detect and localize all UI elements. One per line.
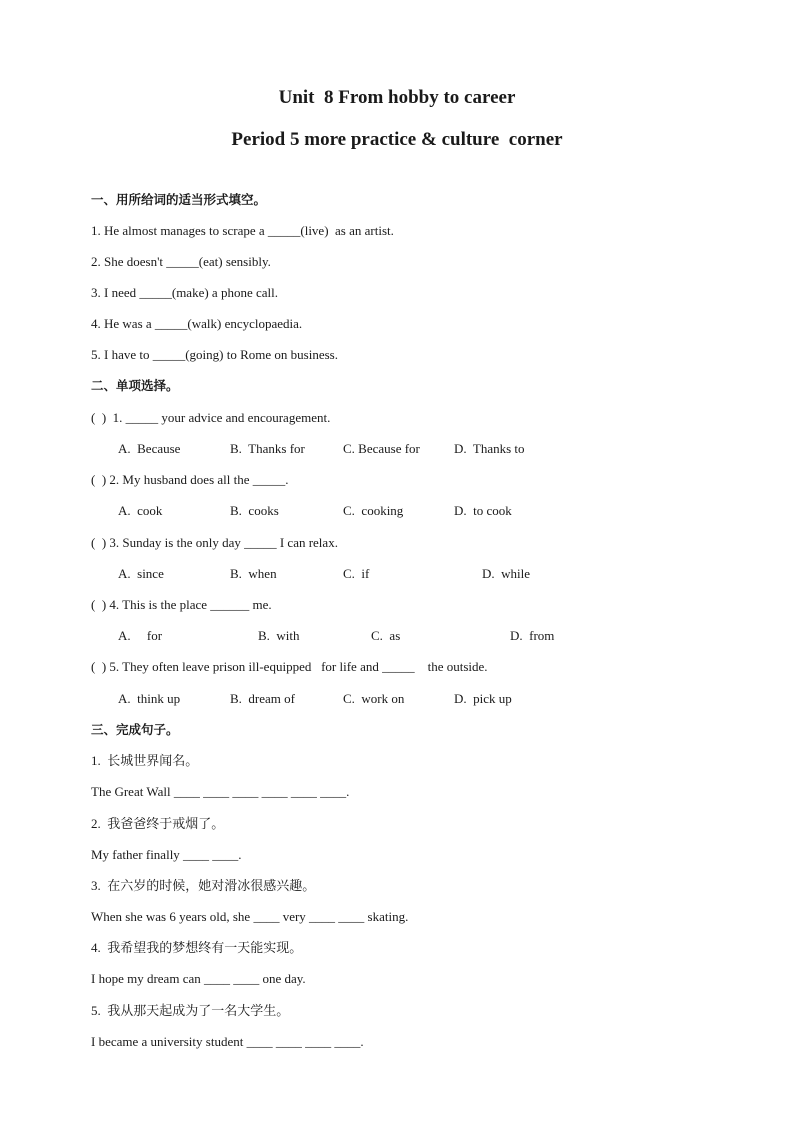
section1-item-4: 4. He was a _____(walk) encyclopaedia. — [91, 316, 303, 331]
question-3-stem: ( ) 3. Sunday is the only day _____ I can relax. — [91, 535, 338, 550]
section2-heading: 二、单项选择。 — [91, 378, 179, 393]
page-subtitle: Period 5 more practice & culture corner — [231, 129, 563, 150]
section3-item-4-english: I hope my dream can ____ ____ one day. — [91, 971, 306, 986]
section3-item-1-english: The Great Wall ____ ____ ____ ____ ____ ____. — [91, 784, 350, 799]
question-2-option-a: A. cook — [118, 503, 163, 518]
section1-item-1: 1. He almost manages to scrape a _____(live) as an artist. — [91, 223, 394, 238]
section1-heading: 一、用所给词的适当形式填空。 — [91, 192, 267, 207]
section3-item-5-english: I became a university student ____ ____ ____ ____. — [91, 1034, 364, 1049]
question-4-option-c: C. as — [371, 628, 401, 643]
question-2-option-d: D. to cook — [454, 503, 512, 518]
question-1-option-b: B. Thanks for — [230, 441, 305, 456]
question-5-option-a: A. think up — [118, 691, 181, 706]
question-5-option-d: D. pick up — [454, 691, 512, 706]
question-5-option-c: C. work on — [343, 691, 405, 706]
section1-item-5: 5. I have to _____(going) to Rome on business. — [91, 347, 338, 362]
question-5-stem: ( ) 5. They often leave prison ill-equipped for life and _____ the outside. — [91, 659, 488, 674]
question-1-option-d: D. Thanks to — [454, 441, 525, 456]
question-2-option-c: C. cooking — [343, 503, 404, 518]
question-3-option-b: B. when — [230, 566, 277, 581]
question-3-option-c: C. if — [343, 566, 370, 581]
question-2-option-b: B. cooks — [230, 503, 279, 518]
section1-item-3: 3. I need _____(make) a phone call. — [91, 285, 278, 300]
question-4-option-b: B. with — [258, 628, 300, 643]
section3-item-4-chinese: 4. 我希望我的梦想终有一天能实现。 — [91, 940, 303, 955]
section3-heading: 三、完成句子。 — [91, 722, 179, 737]
section3-item-3-english: When she was 6 years old, she ____ very ____ ____ skating. — [91, 909, 409, 924]
question-2-stem: ( ) 2. My husband does all the _____. — [91, 472, 289, 487]
section3-item-1-chinese: 1. 长城世界闻名。 — [91, 753, 199, 768]
section3-item-2-chinese: 2. 我爸爸终于戒烟了。 — [91, 816, 225, 831]
section3-item-3-chinese: 3. 在六岁的时候，她对滑冰很感兴趣。 — [91, 878, 316, 893]
question-4-stem: ( ) 4. This is the place ______ me. — [91, 597, 272, 612]
page-title: Unit 8 From hobby to career — [278, 87, 516, 108]
section3-item-5-chinese: 5. 我从那天起成为了一名大学生。 — [91, 1003, 290, 1018]
question-1-stem: ( ) 1. _____ your advice and encouragement. — [91, 410, 331, 425]
section1-item-2: 2. She doesn't _____(eat) sensibly. — [91, 254, 271, 269]
question-1-option-c: C. Because for — [343, 441, 420, 456]
question-5-option-b: B. dream of — [230, 691, 295, 706]
section3-item-2-english: My father finally ____ ____. — [91, 847, 242, 862]
question-4-option-a: A. for — [118, 628, 163, 643]
question-4-option-d: D. from — [510, 628, 555, 643]
question-3-option-d: D. while — [482, 566, 531, 581]
question-3-option-a: A. since — [118, 566, 164, 581]
question-1-option-a: A. Because — [118, 441, 181, 456]
